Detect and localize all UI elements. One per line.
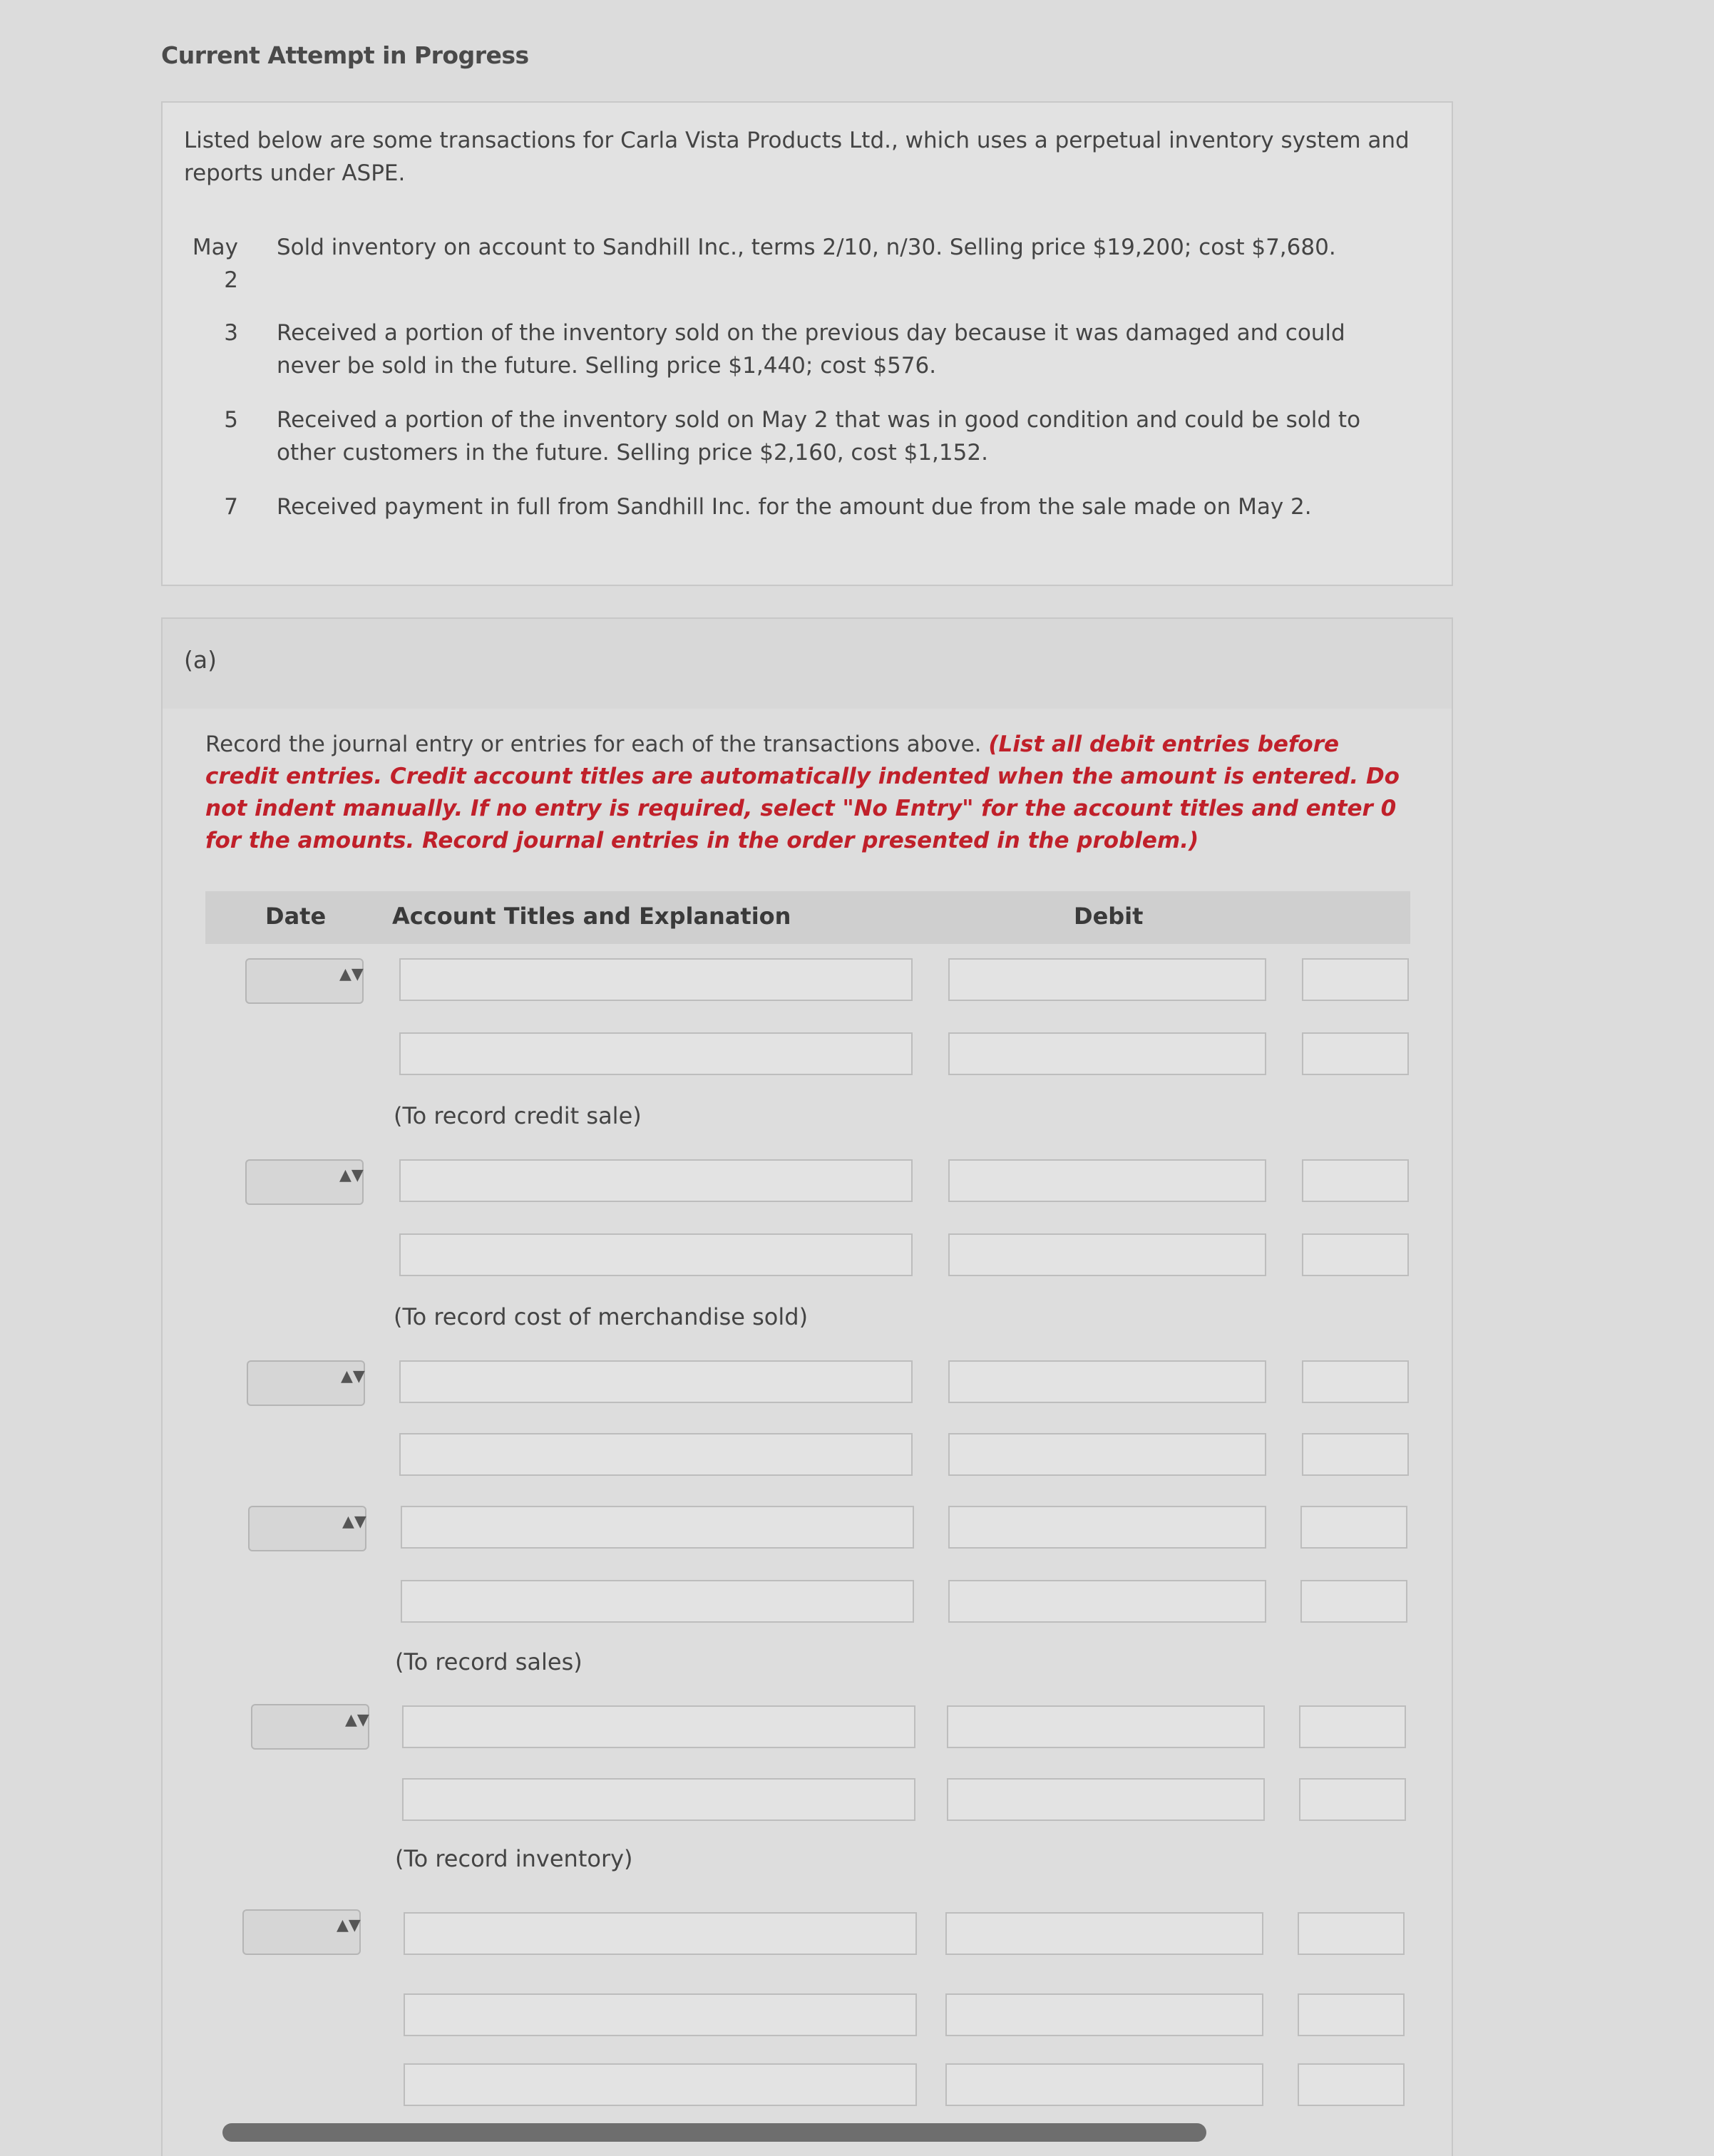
debit-input[interactable] <box>947 1705 1265 1748</box>
problem-intro: Listed below are some transactions for Carla Vista Products Ltd., which uses a perpetual inventory system and reports under ASPE. <box>184 128 1410 186</box>
entry-note: (To record sales) <box>395 1648 583 1675</box>
credit-input[interactable] <box>1298 2063 1405 2106</box>
select-arrows-icon: ▲▼ <box>339 965 364 983</box>
entry-note: (To record credit sale) <box>394 1102 642 1129</box>
credit-input[interactable] <box>1299 1778 1406 1821</box>
transaction-day: 5 <box>224 407 238 433</box>
credit-input[interactable] <box>1298 1912 1405 1955</box>
select-arrows-icon: ▲▼ <box>341 1367 365 1385</box>
instructions <box>205 729 1417 857</box>
account-title-input[interactable] <box>404 2063 917 2106</box>
debit-input[interactable] <box>948 1580 1266 1623</box>
credit-input[interactable] <box>1302 1433 1409 1476</box>
date-select[interactable] <box>245 1159 364 1205</box>
credit-input[interactable] <box>1300 1506 1407 1549</box>
account-title-input[interactable] <box>399 958 913 1001</box>
credit-input[interactable] <box>1302 1360 1409 1403</box>
transaction-day: 3 <box>224 320 238 346</box>
transaction-text: Sold inventory on account to Sandhill Inc., terms 2/10, n/30. Selling price $19,200; cost $7,680. <box>277 235 1336 260</box>
account-title-input[interactable] <box>404 1993 917 2036</box>
account-column-header: Account Titles and Explanation <box>392 903 791 930</box>
transaction-text: Received payment in full from Sandhill Inc. for the amount due from the sale made on May 2. <box>277 494 1312 520</box>
entry-note: (To record inventory) <box>395 1845 633 1872</box>
account-title-input[interactable] <box>399 1360 913 1403</box>
account-title-input[interactable] <box>402 1705 915 1748</box>
transaction-day: 2 <box>224 267 238 293</box>
account-title-input[interactable] <box>404 1912 917 1955</box>
debit-input[interactable] <box>945 1912 1263 1955</box>
transaction-text: Received a portion of the inventory sold on May 2 that was in good condition and could be sold to other customers in the future. Selling price $2,160, cost $1,152. <box>277 407 1361 466</box>
journal-table-header <box>205 891 1410 944</box>
date-select[interactable] <box>247 1360 365 1406</box>
date-select[interactable] <box>251 1704 369 1750</box>
select-arrows-icon: ▲▼ <box>345 1711 369 1729</box>
credit-input[interactable] <box>1302 1159 1409 1202</box>
credit-input[interactable] <box>1299 1705 1406 1748</box>
transaction-date <box>188 231 238 297</box>
date-column-header: Date <box>265 903 327 930</box>
instruction-emphasis: (List all debit entries before credit entries. Credit account titles are automatically indented when the amount is entered. Do not indent manually. If no entry is required, select "No Entry" for the account titles and enter 0 for the amounts. Record journal entries in the order presented in the problem.) <box>205 732 1400 853</box>
transaction-text: Received a portion of the inventory sold on the previous day because it was damaged and could never be sold in the future. Selling price $1,440; cost $576. <box>277 320 1345 379</box>
debit-input[interactable] <box>945 2063 1263 2106</box>
problem-statement-box <box>161 101 1453 586</box>
credit-input[interactable] <box>1298 1993 1405 2036</box>
select-arrows-icon: ▲▼ <box>339 1166 364 1184</box>
debit-input[interactable] <box>948 1360 1266 1403</box>
entry-note: (To record cost of merchandise sold) <box>394 1303 809 1330</box>
debit-input[interactable] <box>948 958 1266 1001</box>
account-title-input[interactable] <box>399 1159 913 1202</box>
horizontal-scrollbar[interactable] <box>222 2123 1206 2142</box>
debit-input[interactable] <box>948 1506 1266 1549</box>
account-title-input[interactable] <box>401 1580 914 1623</box>
debit-input[interactable] <box>948 1233 1266 1276</box>
account-title-input[interactable] <box>399 1233 913 1276</box>
account-title-input[interactable] <box>399 1032 913 1075</box>
debit-column-header: Debit <box>1074 903 1144 930</box>
date-select[interactable] <box>248 1506 366 1551</box>
date-select[interactable] <box>245 958 364 1004</box>
select-arrows-icon: ▲▼ <box>342 1513 366 1531</box>
credit-input[interactable] <box>1300 1580 1407 1623</box>
debit-input[interactable] <box>948 1433 1266 1476</box>
date-select[interactable] <box>242 1909 361 1955</box>
part-label: (a) <box>184 646 217 674</box>
debit-input[interactable] <box>948 1032 1266 1075</box>
account-title-input[interactable] <box>401 1506 914 1549</box>
account-title-input[interactable] <box>402 1778 915 1821</box>
page-title: Current Attempt in Progress <box>161 41 529 69</box>
debit-input[interactable] <box>948 1159 1266 1202</box>
part-a-header <box>161 617 1453 710</box>
select-arrows-icon: ▲▼ <box>337 1916 361 1934</box>
credit-input[interactable] <box>1302 1032 1409 1075</box>
account-title-input[interactable] <box>399 1433 913 1476</box>
credit-input[interactable] <box>1302 958 1409 1001</box>
debit-input[interactable] <box>945 1993 1263 2036</box>
instruction-plain: Record the journal entry or entries for each of the transactions above. <box>205 732 982 757</box>
credit-input[interactable] <box>1302 1233 1409 1276</box>
debit-input[interactable] <box>947 1778 1265 1821</box>
transaction-day: 7 <box>224 494 238 520</box>
transaction-month: May <box>192 235 238 260</box>
